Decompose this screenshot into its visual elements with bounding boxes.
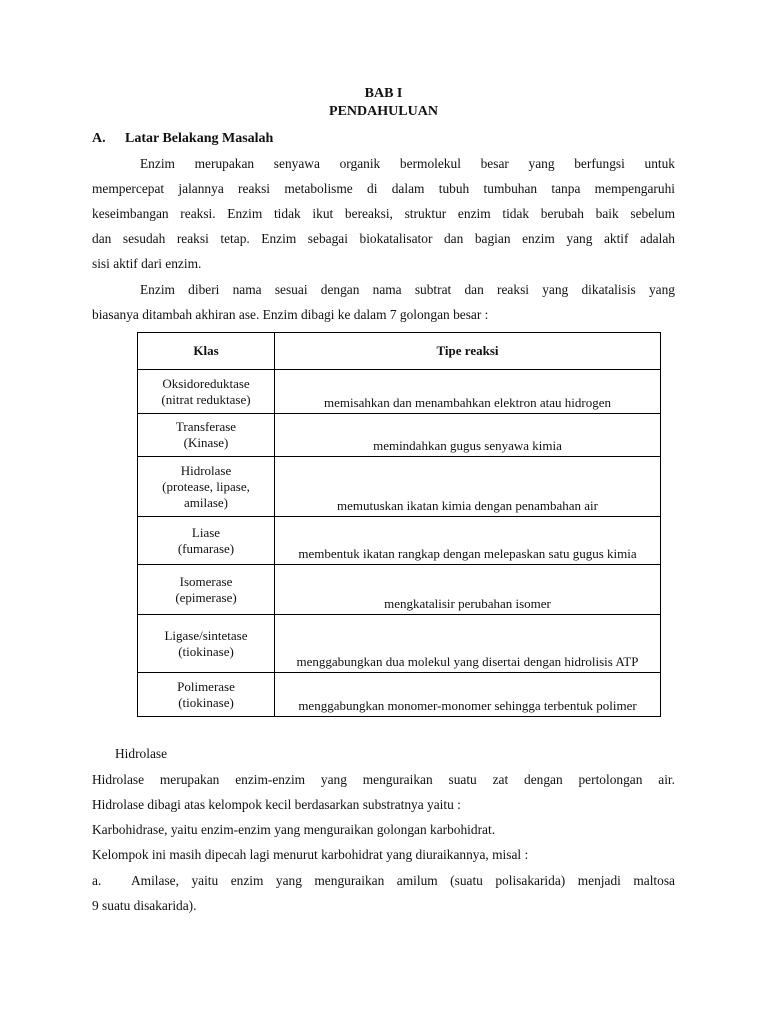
table-row (138, 565, 661, 615)
list-item-continuation: 9 suatu disakarida). (92, 898, 197, 913)
chapter-title: PENDAHULUAN (329, 104, 438, 119)
table-header-row (138, 333, 661, 370)
paragraph-line: Enzim diberi nama sesuai dengan nama subtrat dan reaksi yang dikatalisis yang (140, 282, 675, 297)
klas-cell: Hidrolase (protease, lipase, amilase) (138, 457, 275, 517)
paragraph-line: Enzim merupakan senyawa organik bermolekul besar yang berfungsi untuk (140, 156, 675, 171)
tipe-reaksi-cell: mengkatalisir perubahan isomer (275, 565, 661, 615)
table-row (138, 414, 661, 457)
klas-cell: Oksidoreduktase (nitrat reduktase) (138, 370, 275, 414)
table-row (138, 457, 661, 517)
section-title: Latar Belakang Masalah (125, 131, 274, 146)
paragraph-line: dan sesudah reaksi tetap. Enzim sebagai biokatalisator dan bagian enzim yang aktif adalah (92, 231, 675, 246)
tipe-reaksi-cell: membentuk ikatan rangkap dengan melepaskan satu gugus kimia (275, 517, 661, 565)
list-marker: a. (92, 873, 102, 888)
section-number: A. (92, 131, 106, 146)
paragraph-line: Karbohidrase, yaitu enzim-enzim yang menguraikan golongan karbohidrat. (92, 822, 496, 837)
klas-cell: Transferase (Kinase) (138, 414, 275, 457)
chapter-number: BAB I (364, 86, 403, 101)
paragraph-line: sisi aktif dari enzim. (92, 256, 202, 271)
paragraph-line: mempercepat jalannya reaksi metabolisme di dalam tubuh tumbuhan tanpa mempengaruhi (92, 181, 675, 196)
paragraph-line: keseimbangan reaksi. Enzim tidak ikut bereaksi, struktur enzim tidak berubah baik sebelum (92, 206, 675, 221)
enzyme-class-table (137, 332, 661, 717)
klas-cell: Polimerase (tiokinase) (138, 673, 275, 717)
column-header-klas: Klas (138, 333, 275, 370)
paragraph-line: biasanya ditambah akhiran ase. Enzim dibagi ke dalam 7 golongan besar : (92, 307, 489, 322)
paragraph-line: Hidrolase merupakan enzim-enzim yang menguraikan suatu zat dengan pertolongan air. (92, 772, 675, 787)
klas-cell: Ligase/sintetase (tiokinase) (138, 615, 275, 673)
klas-cell: Isomerase (epimerase) (138, 565, 275, 615)
subsection-heading: Hidrolase (115, 746, 168, 761)
tipe-reaksi-cell: memisahkan dan menambahkan elektron atau hidrogen (275, 370, 661, 414)
tipe-reaksi-cell: memindahkan gugus senyawa kimia (275, 414, 661, 457)
tipe-reaksi-cell: menggabungkan dua molekul yang disertai dengan hidrolisis ATP (275, 615, 661, 673)
paragraph-line: Kelompok ini masih dipecah lagi menurut karbohidrat yang diuraikannya, misal : (92, 847, 529, 862)
klas-cell: Liase (fumarase) (138, 517, 275, 565)
table-row (138, 370, 661, 414)
tipe-reaksi-cell: memutuskan ikatan kimia dengan penambahan air (275, 457, 661, 517)
column-header-tipe-reaksi: Tipe reaksi (275, 333, 661, 370)
tipe-reaksi-cell: menggabungkan monomer-monomer sehingga terbentuk polimer (275, 673, 661, 717)
list-item: Amilase, yaitu enzim yang menguraikan amilum (suatu polisakarida) menjadi maltosa (131, 873, 675, 888)
table-row (138, 615, 661, 673)
table-row (138, 673, 661, 717)
paragraph-line: Hidrolase dibagi atas kelompok kecil berdasarkan substratnya yaitu : (92, 797, 461, 812)
table-row (138, 517, 661, 565)
